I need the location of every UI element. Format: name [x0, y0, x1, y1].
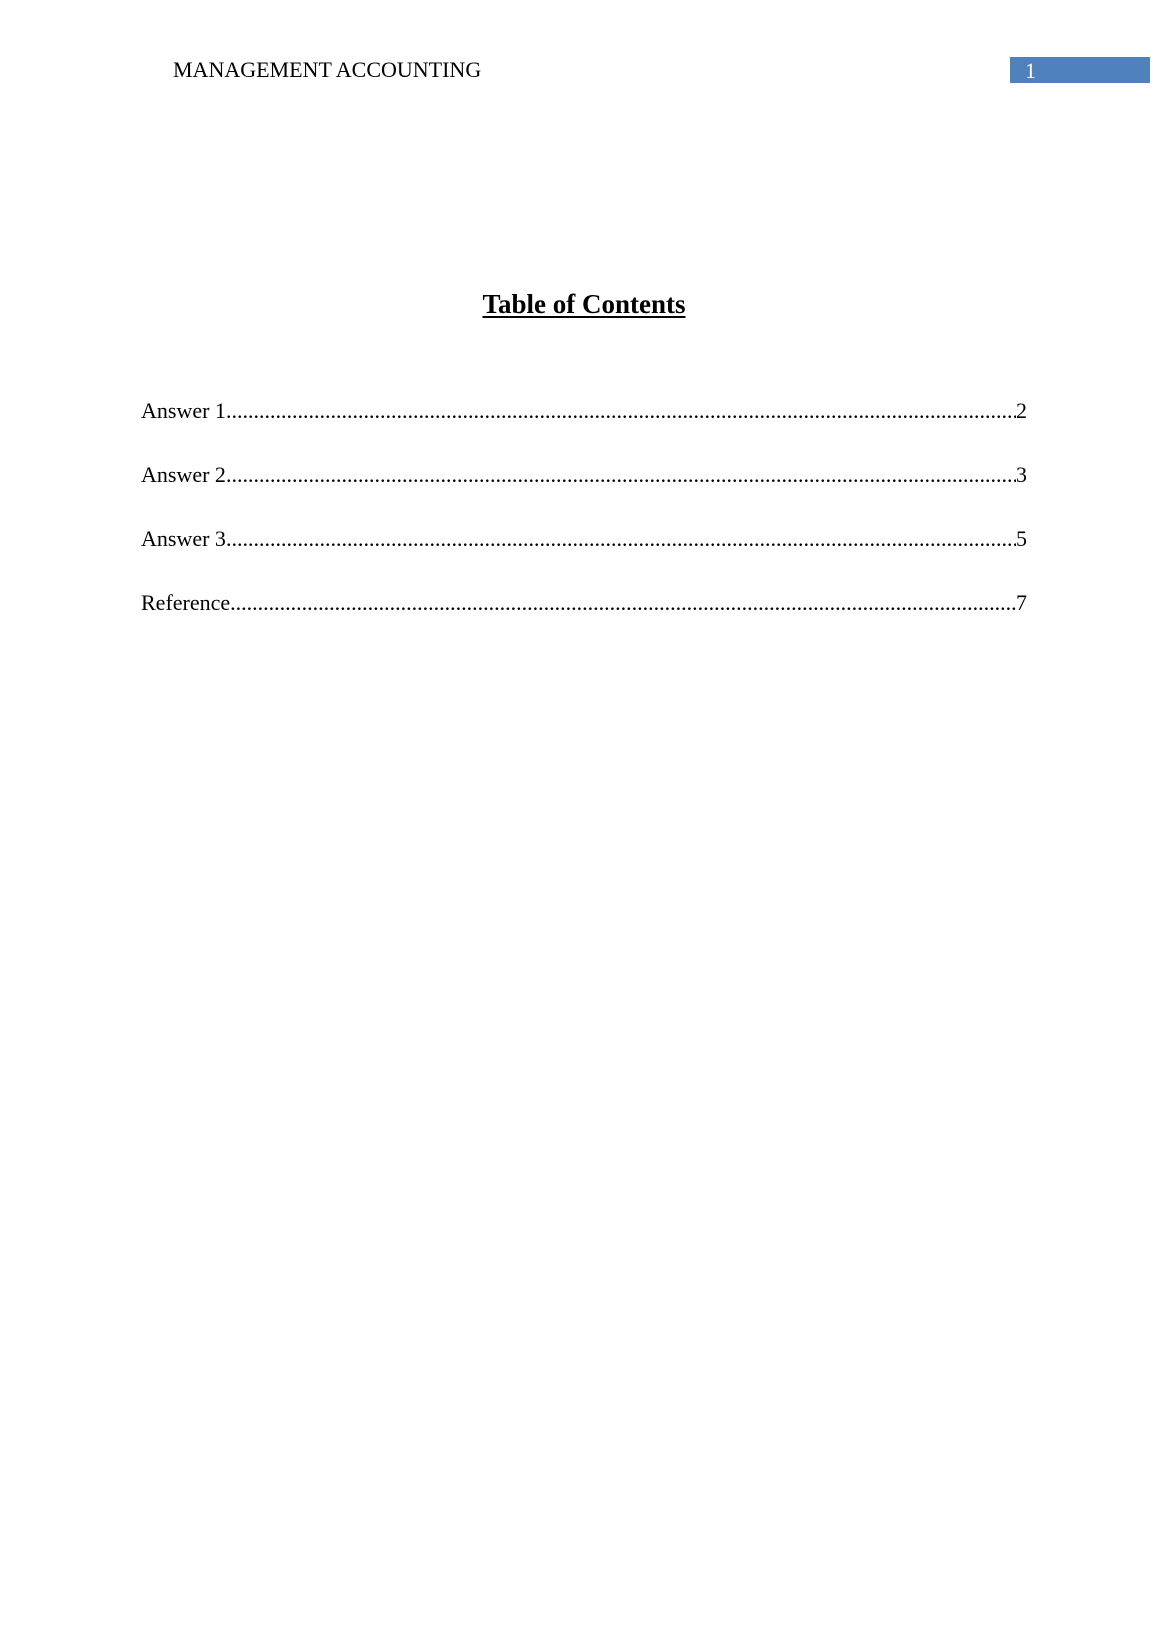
page-number-box: [1010, 57, 1150, 83]
page-number: 1: [1025, 58, 1036, 83]
toc-dot-leader: [226, 461, 1016, 489]
toc-entry-label: Reference: [141, 590, 231, 615]
toc-entry-label: Answer 2: [141, 462, 226, 487]
toc-heading: [0, 287, 1158, 321]
toc-dot-leader: [226, 525, 1016, 553]
toc-dot-leader: [226, 397, 1016, 425]
toc-entry-label: Answer 1: [141, 398, 226, 423]
toc-entry-answer-1[interactable]: [141, 397, 1027, 461]
toc-entry-page: 7: [1016, 590, 1027, 615]
toc-heading-text: Table of Contents: [482, 289, 686, 319]
toc-entry-page: 5: [1016, 526, 1027, 551]
toc-entry-page: 3: [1016, 462, 1027, 487]
toc-dot-leader: [230, 589, 1016, 617]
toc-entry-label: Answer 3: [141, 526, 226, 551]
toc-entry-answer-2[interactable]: [141, 461, 1027, 525]
toc-entry-answer-3[interactable]: [141, 525, 1027, 589]
toc-entry-page: 2: [1016, 398, 1027, 423]
running-header-title: MANAGEMENT ACCOUNTING: [173, 57, 482, 82]
toc-entry-reference[interactable]: [141, 589, 1027, 653]
toc-list: [141, 397, 1027, 653]
